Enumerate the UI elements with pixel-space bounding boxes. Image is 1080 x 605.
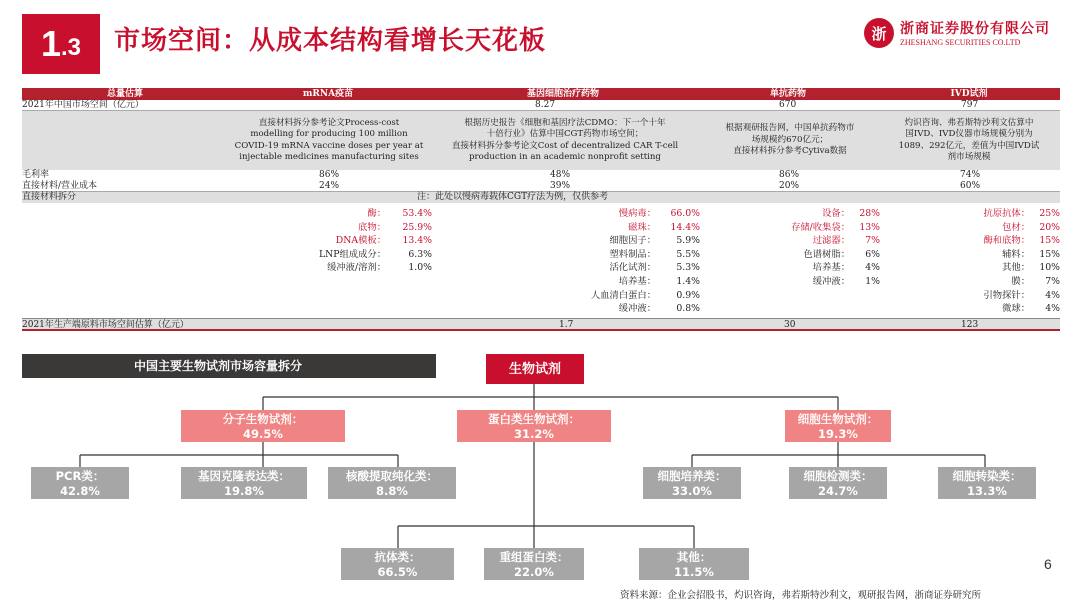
row-label: 2021年中国市场空间（亿元） (22, 100, 144, 110)
node-percent: 8.8% (376, 483, 408, 498)
tree-node-molecular (181, 410, 345, 442)
split-item-value: 53.4% (402, 208, 432, 219)
desc-line: 直接材料拆分参考论文Process-cost (258, 117, 400, 128)
split-item-name: 酶和底物： (983, 235, 1030, 247)
table-cell: 30 (784, 320, 796, 330)
split-item-name: 缓冲液： (618, 303, 656, 315)
split-item-value: 6.3% (408, 248, 432, 260)
table-cell: 48% (550, 170, 571, 180)
split-item-value: 15% (1039, 235, 1060, 247)
tree-node-recombinant-protein (484, 548, 584, 580)
node-percent: 66.5% (377, 564, 418, 579)
desc-line: COVID-19 mRNA vaccine doses per year at (234, 140, 424, 151)
table-cell: 60% (960, 181, 981, 191)
split-item-value: 6% (865, 248, 880, 260)
desc-line: 剂市场规模 (947, 152, 991, 162)
tree-node-pcr (31, 467, 129, 499)
desc-line: 1089、292亿元，差值为中国IVD试 (898, 140, 1040, 151)
split-item-value: 13.4% (402, 235, 432, 247)
reagent-tree-title: 中国主要生物试剂市场容量拆分 (22, 354, 436, 378)
node-label: 重组蛋白类： (499, 549, 569, 564)
table-cell: 86% (319, 170, 340, 180)
split-item-name: 磁珠： (628, 221, 656, 233)
tree-node-antibody (341, 548, 454, 580)
node-label: PCR类： (55, 468, 105, 483)
split-item-value: 0.9% (676, 289, 700, 301)
desc-line: 直接材料拆分参考Cytiva数据 (733, 146, 847, 157)
tree-node-cell-culture (643, 467, 741, 499)
split-item-value: 1.4% (676, 275, 700, 287)
split-item-value: 13% (859, 221, 880, 233)
split-item-name: 缓冲液/溶剂： (327, 262, 386, 274)
split-item-value: 7% (865, 235, 880, 247)
split-item-value: 4% (1045, 303, 1060, 315)
split-item-value: 4% (865, 262, 880, 274)
split-item-name: 培养基： (618, 275, 656, 287)
node-percent: 33.0% (672, 483, 712, 498)
node-label: 蛋白类生物试剂： (488, 411, 580, 426)
header-cell: 总量估算 (106, 89, 143, 99)
desc-line: 根据观研报告网，中国单抗药物市 (725, 123, 855, 134)
node-percent: 24.7% (818, 483, 858, 498)
split-item-name: 慢病毒： (618, 208, 656, 219)
tree-node-cell (785, 410, 891, 442)
page-number: 6 (1044, 556, 1052, 572)
desc-line: 灼识咨询、弗若斯特沙利文估算中 (904, 117, 1034, 128)
desc-line: 十倍行业》估算中国CGT药物市场空间； (486, 129, 644, 139)
split-item-value: 66.0% (670, 208, 700, 219)
node-percent: 11.5% (674, 564, 714, 579)
logo-mark-icon: 浙 (864, 18, 894, 48)
logo-name-cn: 浙商证券股份有限公司 (900, 21, 1050, 37)
split-item-name: 包材： (1002, 221, 1030, 233)
desc-line: production in an academic nonprofit setting (469, 152, 661, 162)
split-item-value: 0.8% (676, 303, 700, 315)
node-label: 细胞转染类： (952, 468, 1022, 483)
node-label: 细胞检测类： (803, 468, 873, 483)
split-item-name: 色谱树脂： (803, 248, 850, 260)
split-item-name: 培养基： (812, 262, 850, 274)
node-label: 其他： (676, 549, 712, 564)
node-percent: 19.8% (224, 483, 264, 498)
header-cell: IVD试剂 (950, 89, 988, 99)
row-label: 毛利率 (22, 170, 50, 180)
desc-line: modelling for producing 100 million (250, 129, 408, 139)
table-cell: 1.7 (559, 320, 574, 330)
tree-node-nucleic-acid (328, 467, 456, 499)
tree-node-other (639, 548, 749, 580)
table-cell: 74% (960, 170, 981, 180)
split-item-name: 活化试剂： (609, 262, 656, 274)
split-item-value: 7% (1045, 275, 1060, 287)
split-item-name: 引物探针： (983, 289, 1030, 301)
tree-node-protein (457, 410, 611, 442)
node-label: 核酸提取纯化类： (346, 468, 438, 483)
split-item-name: 塑料制品： (609, 248, 656, 260)
node-percent: 49.5% (243, 426, 283, 441)
split-item-name: 过滤器： (812, 235, 850, 247)
tree-root-node (486, 354, 584, 384)
split-item-value: 1% (865, 275, 880, 287)
section-number: 1 (40, 23, 61, 64)
desc-line: 根据历史报告《细胞和基因疗法CDMO：下一个十年 (464, 117, 666, 128)
table-cell: 24% (319, 181, 340, 191)
node-label: 基因克隆表达类： (198, 468, 290, 483)
table-cell: 670 (779, 100, 797, 110)
desc-line: 场规模约670亿元； (751, 134, 829, 145)
split-item-name: 抗原抗体： (983, 208, 1030, 219)
header-cell: 单抗药物 (769, 89, 806, 99)
table-cell: 8.27 (535, 100, 556, 110)
node-label: 分子生物试剂： (222, 411, 304, 426)
split-item-value: 5.9% (676, 235, 700, 247)
node-percent: 42.8% (60, 483, 100, 498)
node-percent: 31.2% (514, 426, 554, 441)
split-item-value: 5.5% (676, 248, 700, 260)
table-cell: 86% (779, 170, 800, 180)
section-subnumber: .3 (61, 34, 82, 61)
row-label: 直接材料/营业成本 (22, 181, 98, 191)
row-label: 直接材料拆分 (22, 192, 77, 202)
split-item-value: 25.9% (402, 221, 432, 233)
split-item-name: 人血清白蛋白： (590, 289, 656, 301)
split-item-value: 4% (1045, 289, 1060, 301)
split-item-value: 25% (1039, 208, 1060, 219)
split-item-name: 设备： (822, 208, 850, 219)
split-note: 注：此处以慢病毒载体CGT疗法为例，仅供参考 (417, 192, 609, 202)
split-item-name: 微球： (1002, 303, 1030, 315)
desc-line: 直接材料拆分参考论文Cost of decentralized CAR T-cell (451, 140, 679, 151)
split-item-name: 缓冲液： (812, 275, 850, 287)
header-cell: 基因细胞治疗药物 (526, 89, 599, 99)
tree-node-cell-transfection (938, 467, 1036, 499)
node-percent: 13.3% (967, 483, 1007, 498)
node-label: 细胞培养类： (657, 468, 727, 483)
split-item-value: 10% (1039, 262, 1060, 274)
node-percent: 22.0% (514, 564, 554, 579)
split-item-name: 细胞因子： (609, 235, 656, 247)
split-item-value: 1.0% (408, 262, 432, 274)
split-item-value: 15% (1039, 248, 1060, 260)
row-label: 2021年生产端原料市场空间估算（亿元） (22, 320, 189, 330)
split-item-name: 存储/收集袋： (791, 221, 850, 233)
split-item-name: 膜： (1011, 275, 1030, 287)
node-percent: 19.3% (818, 426, 858, 441)
split-item-name: 辅料： (1002, 248, 1030, 260)
split-item-value: 14.4% (670, 221, 700, 233)
table-cell: 39% (550, 181, 571, 191)
logo-name-en: ZHESHANG SECURITIES CO.LTD (900, 38, 1021, 47)
tree-node-gene-cloning (181, 467, 307, 499)
split-item-name: LNP组成成分： (318, 248, 386, 260)
split-item-name: 底物： (358, 221, 386, 233)
split-item-value: 20% (1039, 221, 1060, 233)
desc-line: 国IVD、IVD仪器市场规模分别为 (905, 129, 1033, 139)
table-cell: 123 (961, 320, 979, 330)
source-note: 资料来源：企业会招股书，灼识咨询，弗若斯特沙利文，观研报告网，浙商证券研究所 (620, 590, 982, 601)
node-label: 生物试剂 (508, 361, 561, 377)
tree-node-cell-detection (789, 467, 887, 499)
split-item-name: 酶： (367, 208, 386, 219)
split-item-name: DNA模板： (335, 235, 386, 247)
table-cell: 20% (779, 181, 800, 191)
node-label: 抗体类： (374, 549, 421, 564)
split-item-value: 28% (859, 208, 880, 219)
page-title: 市场空间：从成本结构看增长天花板 (114, 26, 547, 56)
split-item-value: 5.3% (676, 262, 700, 274)
split-item-name: 其他： (1002, 262, 1030, 274)
table-cell: 797 (961, 100, 979, 110)
desc-line: injectable medicines manufacturing sites (239, 152, 419, 162)
header-cell: mRNA疫苗 (302, 89, 354, 99)
node-label: 细胞生物试剂： (797, 411, 879, 426)
